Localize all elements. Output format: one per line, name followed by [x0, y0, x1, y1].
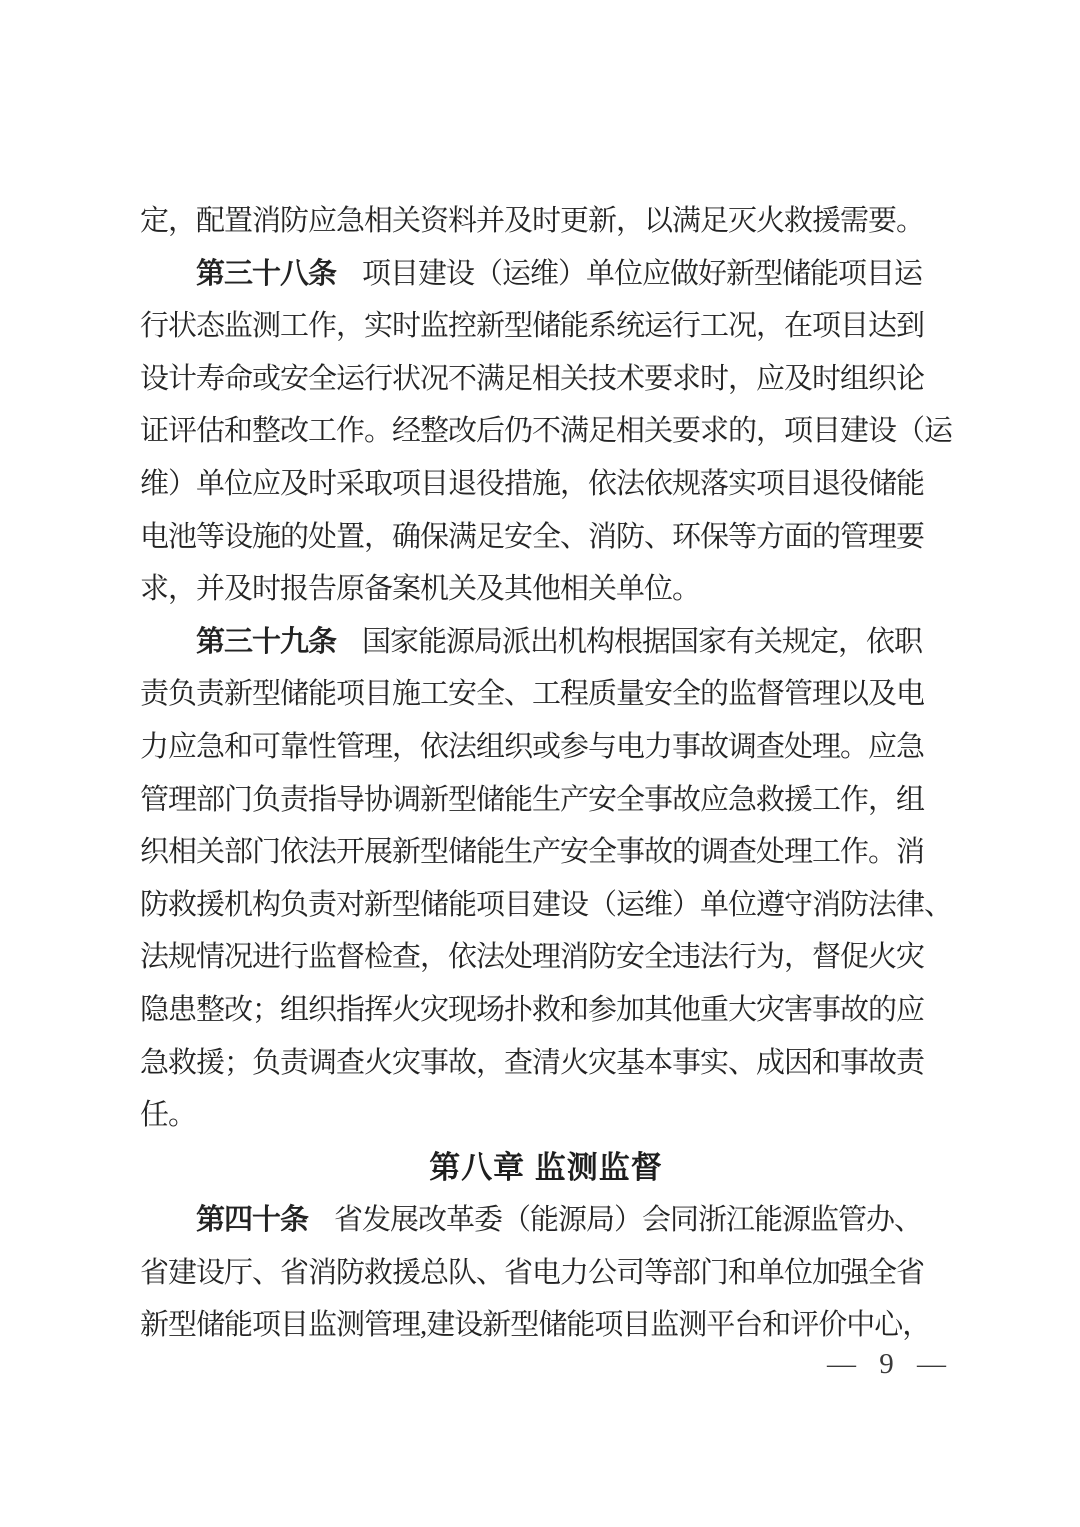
body-line [140, 984, 952, 1037]
line-text: 新型储能项目监测管理,建设新型储能项目监测平台和评价中心， [140, 1309, 931, 1342]
article-number: 第三十八条 [196, 257, 337, 290]
line-text: 维）单位应及时采取项目退役措施，依法依规落实项目退役储能 [140, 467, 925, 500]
line-text: 急救援；负责调查火灾事故，查清火灾基本事实、成因和事故责 [140, 1046, 925, 1079]
page-number: — 9 — [827, 1348, 947, 1380]
body-line [140, 1089, 952, 1142]
article-number: 第三十九条 [196, 625, 337, 658]
line-text: 项目建设（运维）单位应做好新型储能项目运 [362, 257, 923, 290]
line-text: 法规情况进行监督检查，依法处理消防安全违法行为，督促火灾 [140, 941, 925, 974]
body-line [140, 563, 952, 616]
line-text: 电池等设施的处置，确保满足安全、消防、环保等方面的管理要 [140, 520, 925, 553]
body-line [140, 1037, 952, 1090]
document-body [140, 195, 952, 1352]
body-line [140, 1247, 952, 1300]
body-line [140, 879, 952, 932]
body-line [140, 931, 952, 984]
body-line [140, 511, 952, 564]
line-text: 任。 [140, 1099, 197, 1132]
body-line [140, 668, 952, 721]
line-text: 设计寿命或安全运行状况不满足相关技术要求时，应及时组织论 [140, 362, 925, 395]
body-line [140, 826, 952, 879]
body-line [140, 458, 952, 511]
body-line [140, 300, 952, 353]
line-text: 隐患整改；组织指挥火灾现场扑救和参加其他重大灾害事故的应 [140, 993, 925, 1026]
body-line [140, 774, 952, 827]
line-text: 织相关部门依法开展新型储能生产安全事故的调查处理工作。消 [140, 836, 925, 869]
body-line [140, 195, 952, 248]
line-text: 省发展改革委（能源局）会同浙江能源监管办、 [334, 1204, 923, 1237]
line-text: 行状态监测工作，实时监控新型储能系统运行工况，在项目达到 [140, 310, 925, 343]
chapter-heading: 第八章 监测监督 [429, 1149, 663, 1185]
body-line [140, 1299, 952, 1352]
line-text: 防救援机构负责对新型储能项目建设（运维）单位遵守消防法律、 [140, 888, 953, 921]
line-text: 证评估和整改工作。经整改后仍不满足相关要求的，项目建设（运 [140, 415, 953, 448]
article-39-opening-line [140, 616, 952, 669]
article-number: 第四十条 [196, 1204, 309, 1237]
article-40-opening-line [140, 1194, 952, 1247]
line-text: 管理部门负责指导协调新型储能生产安全事故应急救援工作，组 [140, 783, 925, 816]
line-text: 国家能源局派出机构根据国家有关规定，依职 [362, 625, 923, 658]
line-text: 定，配置消防应急相关资料并及时更新，以满足灭火救援需要。 [140, 205, 925, 237]
body-line [140, 721, 952, 774]
line-text: 力应急和可靠性管理，依法组织或参与电力事故调查处理。应急 [140, 730, 925, 763]
body-line [140, 405, 952, 458]
line-text: 省建设厅、省消防救援总队、省电力公司等部门和单位加强全省 [140, 1256, 925, 1289]
body-line [140, 353, 952, 406]
article-38-opening-line [140, 248, 952, 301]
line-text: 责负责新型储能项目施工安全、工程质量安全的监督管理以及电 [140, 678, 925, 711]
line-text: 求，并及时报告原备案机关及其他相关单位。 [140, 573, 701, 606]
